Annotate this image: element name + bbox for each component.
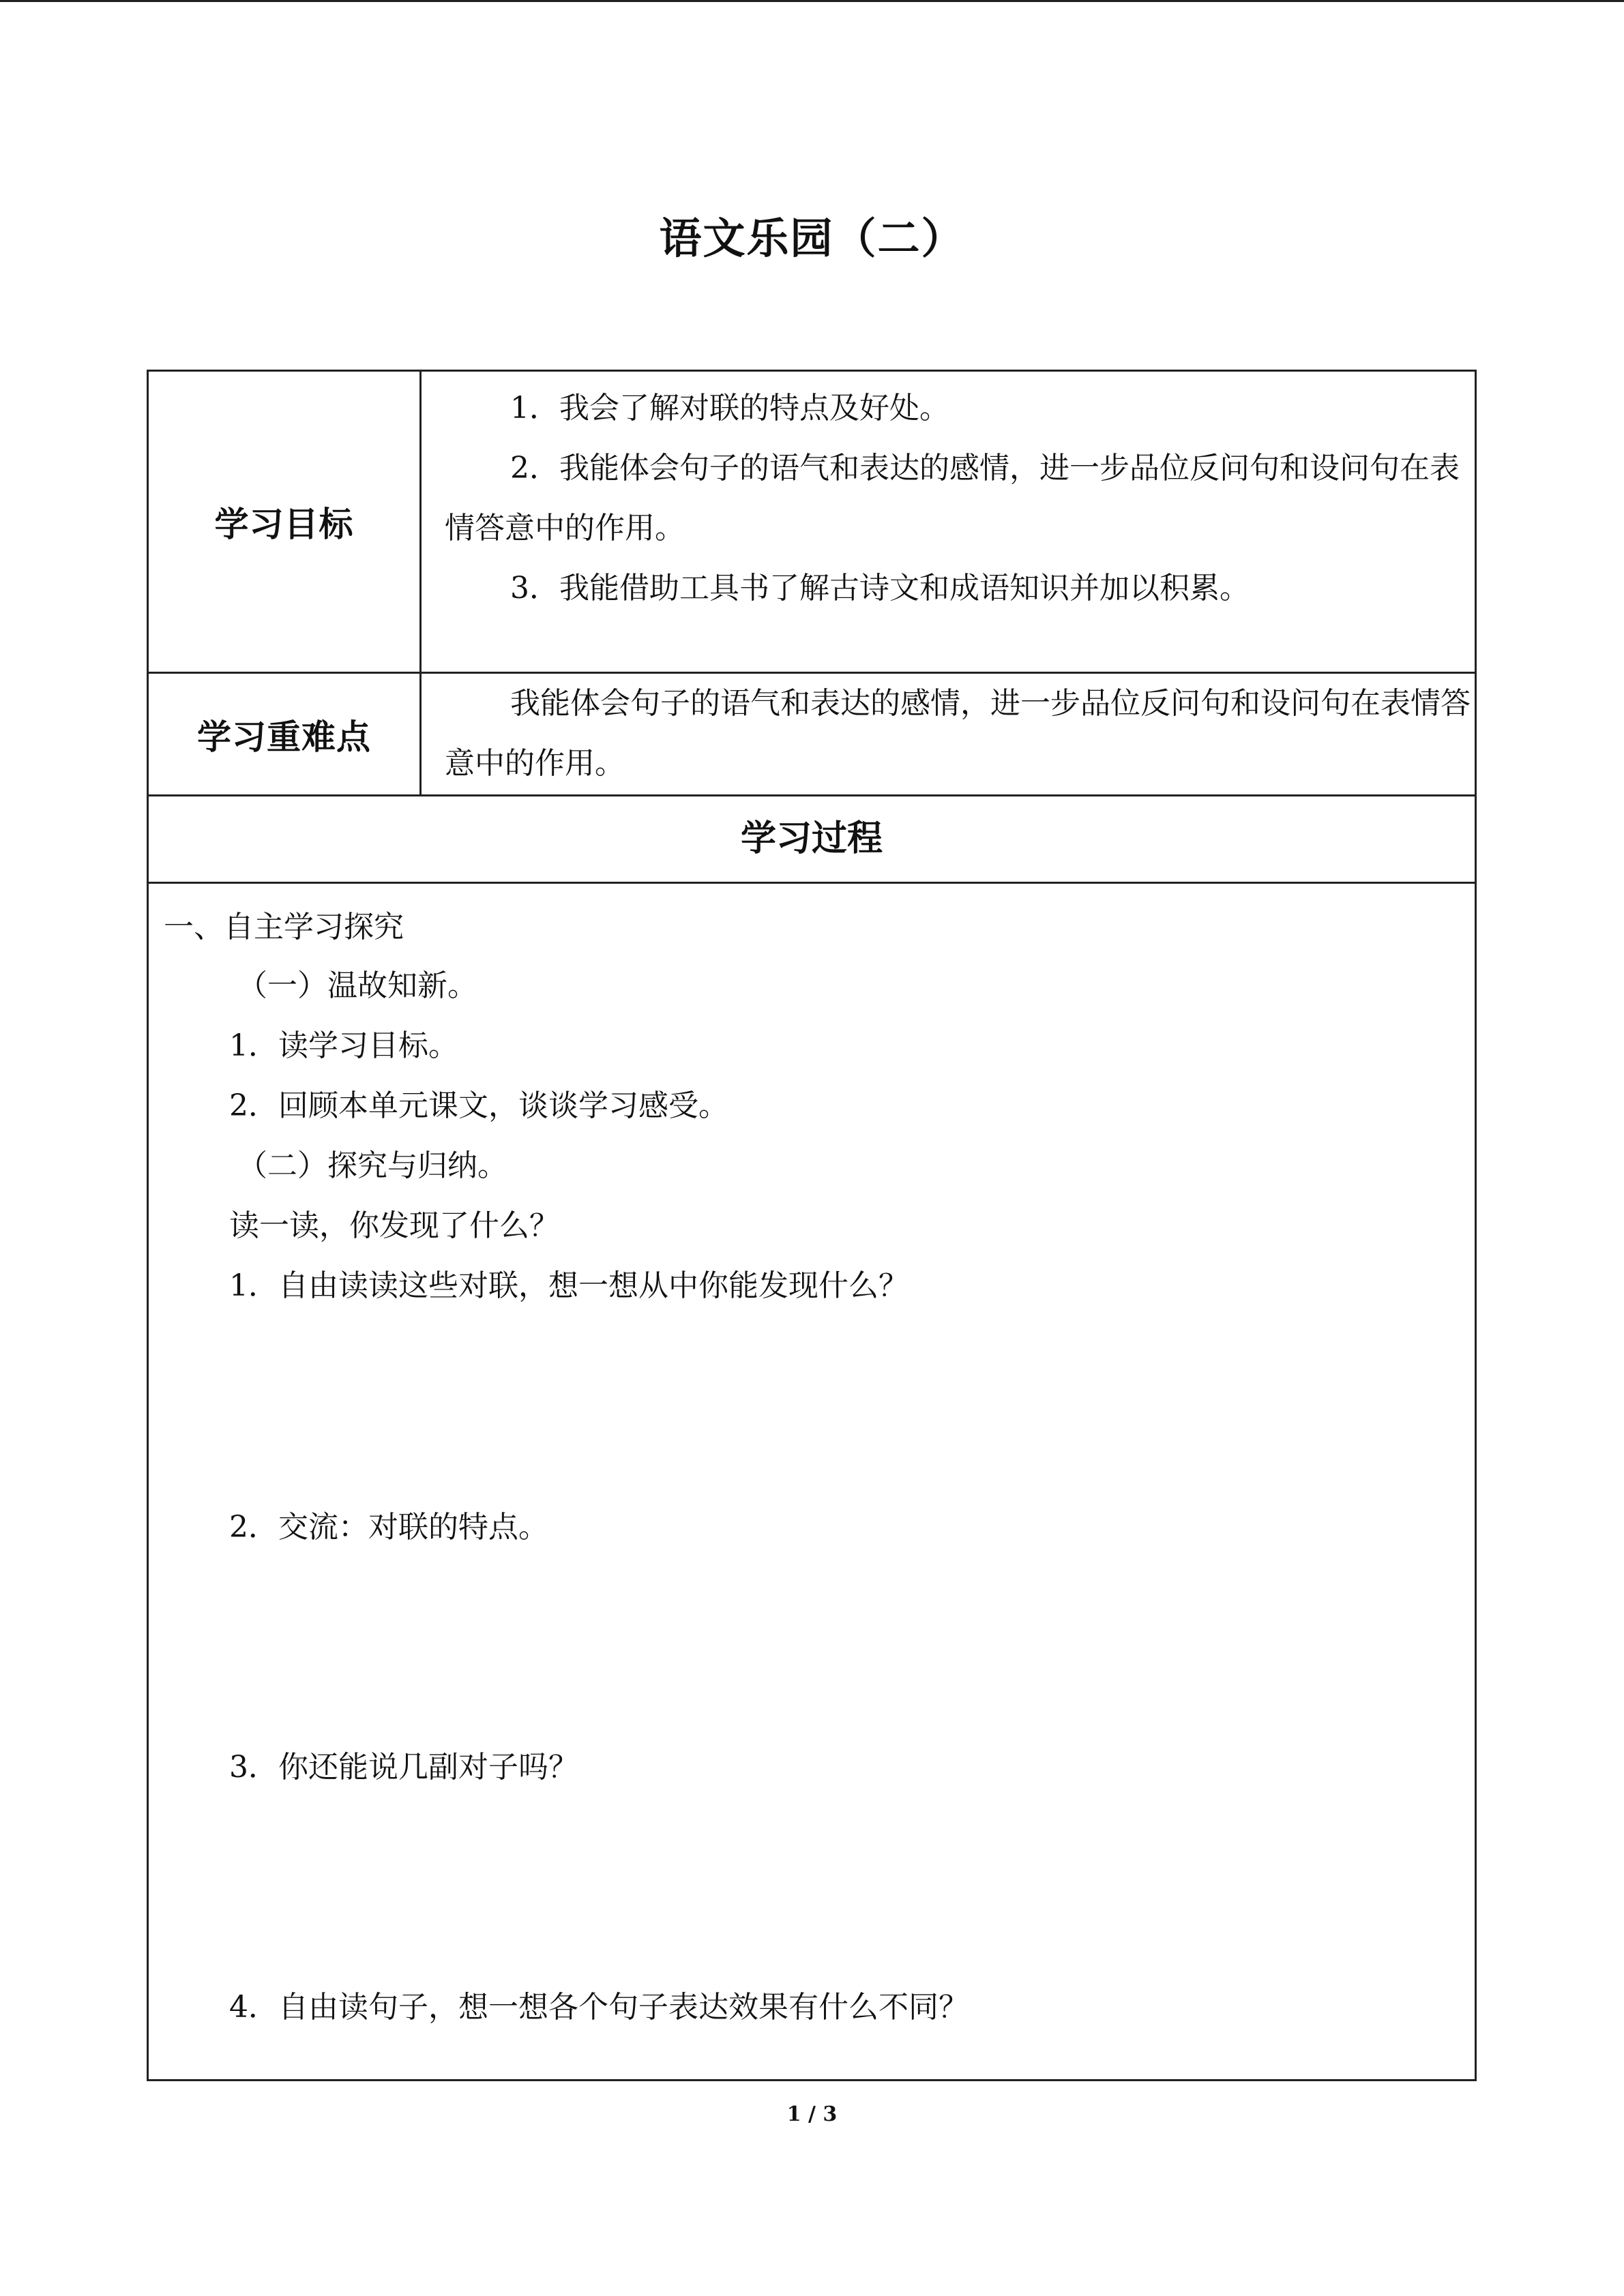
keypoints-content <box>422 674 1481 794</box>
process-line: 3．你还能说几副对子吗？ <box>229 1750 578 1785</box>
keypoints-text: 我能体会句子的语气和表达的感情，进一步品位反问句和设问句在表情答意中的作用。 <box>445 686 1471 781</box>
process-line: 2．交流：对联的特点。 <box>229 1510 548 1545</box>
page-top-border <box>0 0 1624 2</box>
process-line: （一）温故知新。 <box>237 968 477 1003</box>
page-number: 1 / 3 <box>786 2102 838 2126</box>
keypoints-label: 学习重难点 <box>197 717 371 757</box>
process-line: （二）探究与归纳。 <box>237 1148 507 1183</box>
row-divider-process-header <box>149 882 1475 884</box>
process-line: 一、自主学习探究 <box>164 910 404 944</box>
process-line: 1．自由读读这些对联，想一想从中你能发现什么？ <box>229 1268 909 1303</box>
process-line: 2．回顾本单元课文，谈谈学习感受。 <box>229 1088 728 1123</box>
process-header: 学习过程 <box>740 818 883 859</box>
objective-item: 2．我能体会句子的语气和表达的感情，进一步品位反问句和设问句在表情答意中的作用。 <box>445 451 1460 546</box>
objective-item: 3．我能借助工具书了解古诗文和成语知识并加以积累。 <box>510 571 1250 606</box>
lesson-table <box>147 370 1477 2081</box>
objectives-content <box>422 378 1481 618</box>
process-line: 读一读，你发现了什么？ <box>229 1208 559 1243</box>
objective-item: 1．我会了解对联的特点及好处。 <box>510 391 949 426</box>
objectives-label: 学习目标 <box>214 505 354 544</box>
document-title: 语文乐园（二） <box>659 213 965 263</box>
process-line: 4．自由读句子，想一想各个句子表达效果有什么不同？ <box>229 1990 969 2025</box>
process-line: 1．读学习目标。 <box>229 1028 458 1063</box>
